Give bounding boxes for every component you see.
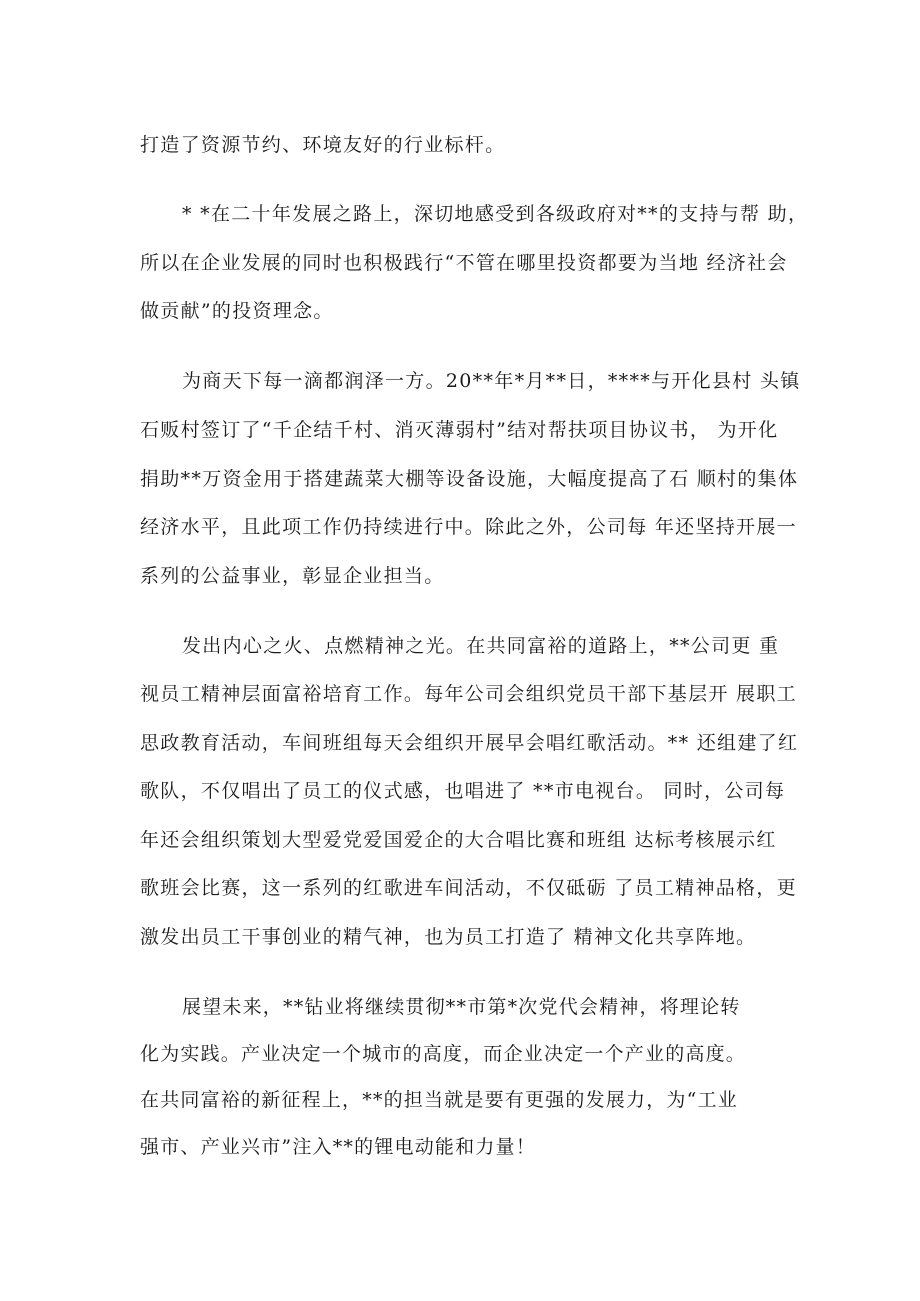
text-line: 经济水平，且此项工作仍持续进行中。除此之外，公司每 年还坚持开展一 [140,516,797,538]
text-line: 强市、产业兴市”注入**的锂电动能和力量！ [140,1136,536,1158]
text-line: 为商天下每一滴都润泽一方。20**年*月**日，****与开化县村 头镇 [182,370,801,392]
text-line: 发出内心之火、点燃精神之光。在共同富裕的道路上，**公司更 重 [182,635,780,657]
text-line: 思政教育活动，车间班组每天会组织开展早会唱红歌活动。** 还组建了红 [140,732,799,754]
text-line: 歌班会比赛，这一系列的红歌进车间活动，不仅砥砺 了员工精神品格，更 [140,877,797,899]
text-line: 激发出员工干事创业的精气神，也为员工打造了 精神文化共享阵地。 [140,926,757,948]
text-line: 打造了资源节约、环境友好的行业标杆。 [140,134,506,156]
text-line: 展望未来，**钻业将继续贯彻**市第*次党代会精神，将理论转 [182,996,741,1018]
text-line: 系列的公益事业，彰显企业担当。 [140,565,445,587]
text-line: 做贡献”的投资理念。 [140,300,334,322]
text-line: 化为实践。产业决定一个城市的高度，而企业决定一个产业的高度。 [140,1043,747,1065]
text-line: 视员工精神层面富裕培育工作。每年公司会组织党员干部下基层开 展职工 [140,683,797,705]
text-line: 捐助**万资金用于搭建蔬菜大棚等设备设施，大幅度提高了石 顺村的集体 [140,468,799,490]
text-line: 石贩村签订了“千企结千村、消灭薄弱村”结对帮扶项目协议书， 为开化 [140,419,779,441]
text-line: 在共同富裕的新征程上，**的担当就是要有更强的发展力，为“工业 [140,1089,738,1111]
text-line: 歌队，不仅唱出了员工的仪式感，也唱进了 **市电视台。 同时，公司每 [140,780,786,802]
text-line: 所以在企业发展的同时也积极践行“不管在哪里投资都要为当地 经济社会 [140,252,788,274]
text-line: * *在二十年发展之路上，深切地感受到各级政府对**的支持与帮 助， [182,203,809,225]
text-line: 年还会组织策划大型爱党爱国爱企的大合唱比赛和班组 达标考核展示红 [140,829,777,851]
